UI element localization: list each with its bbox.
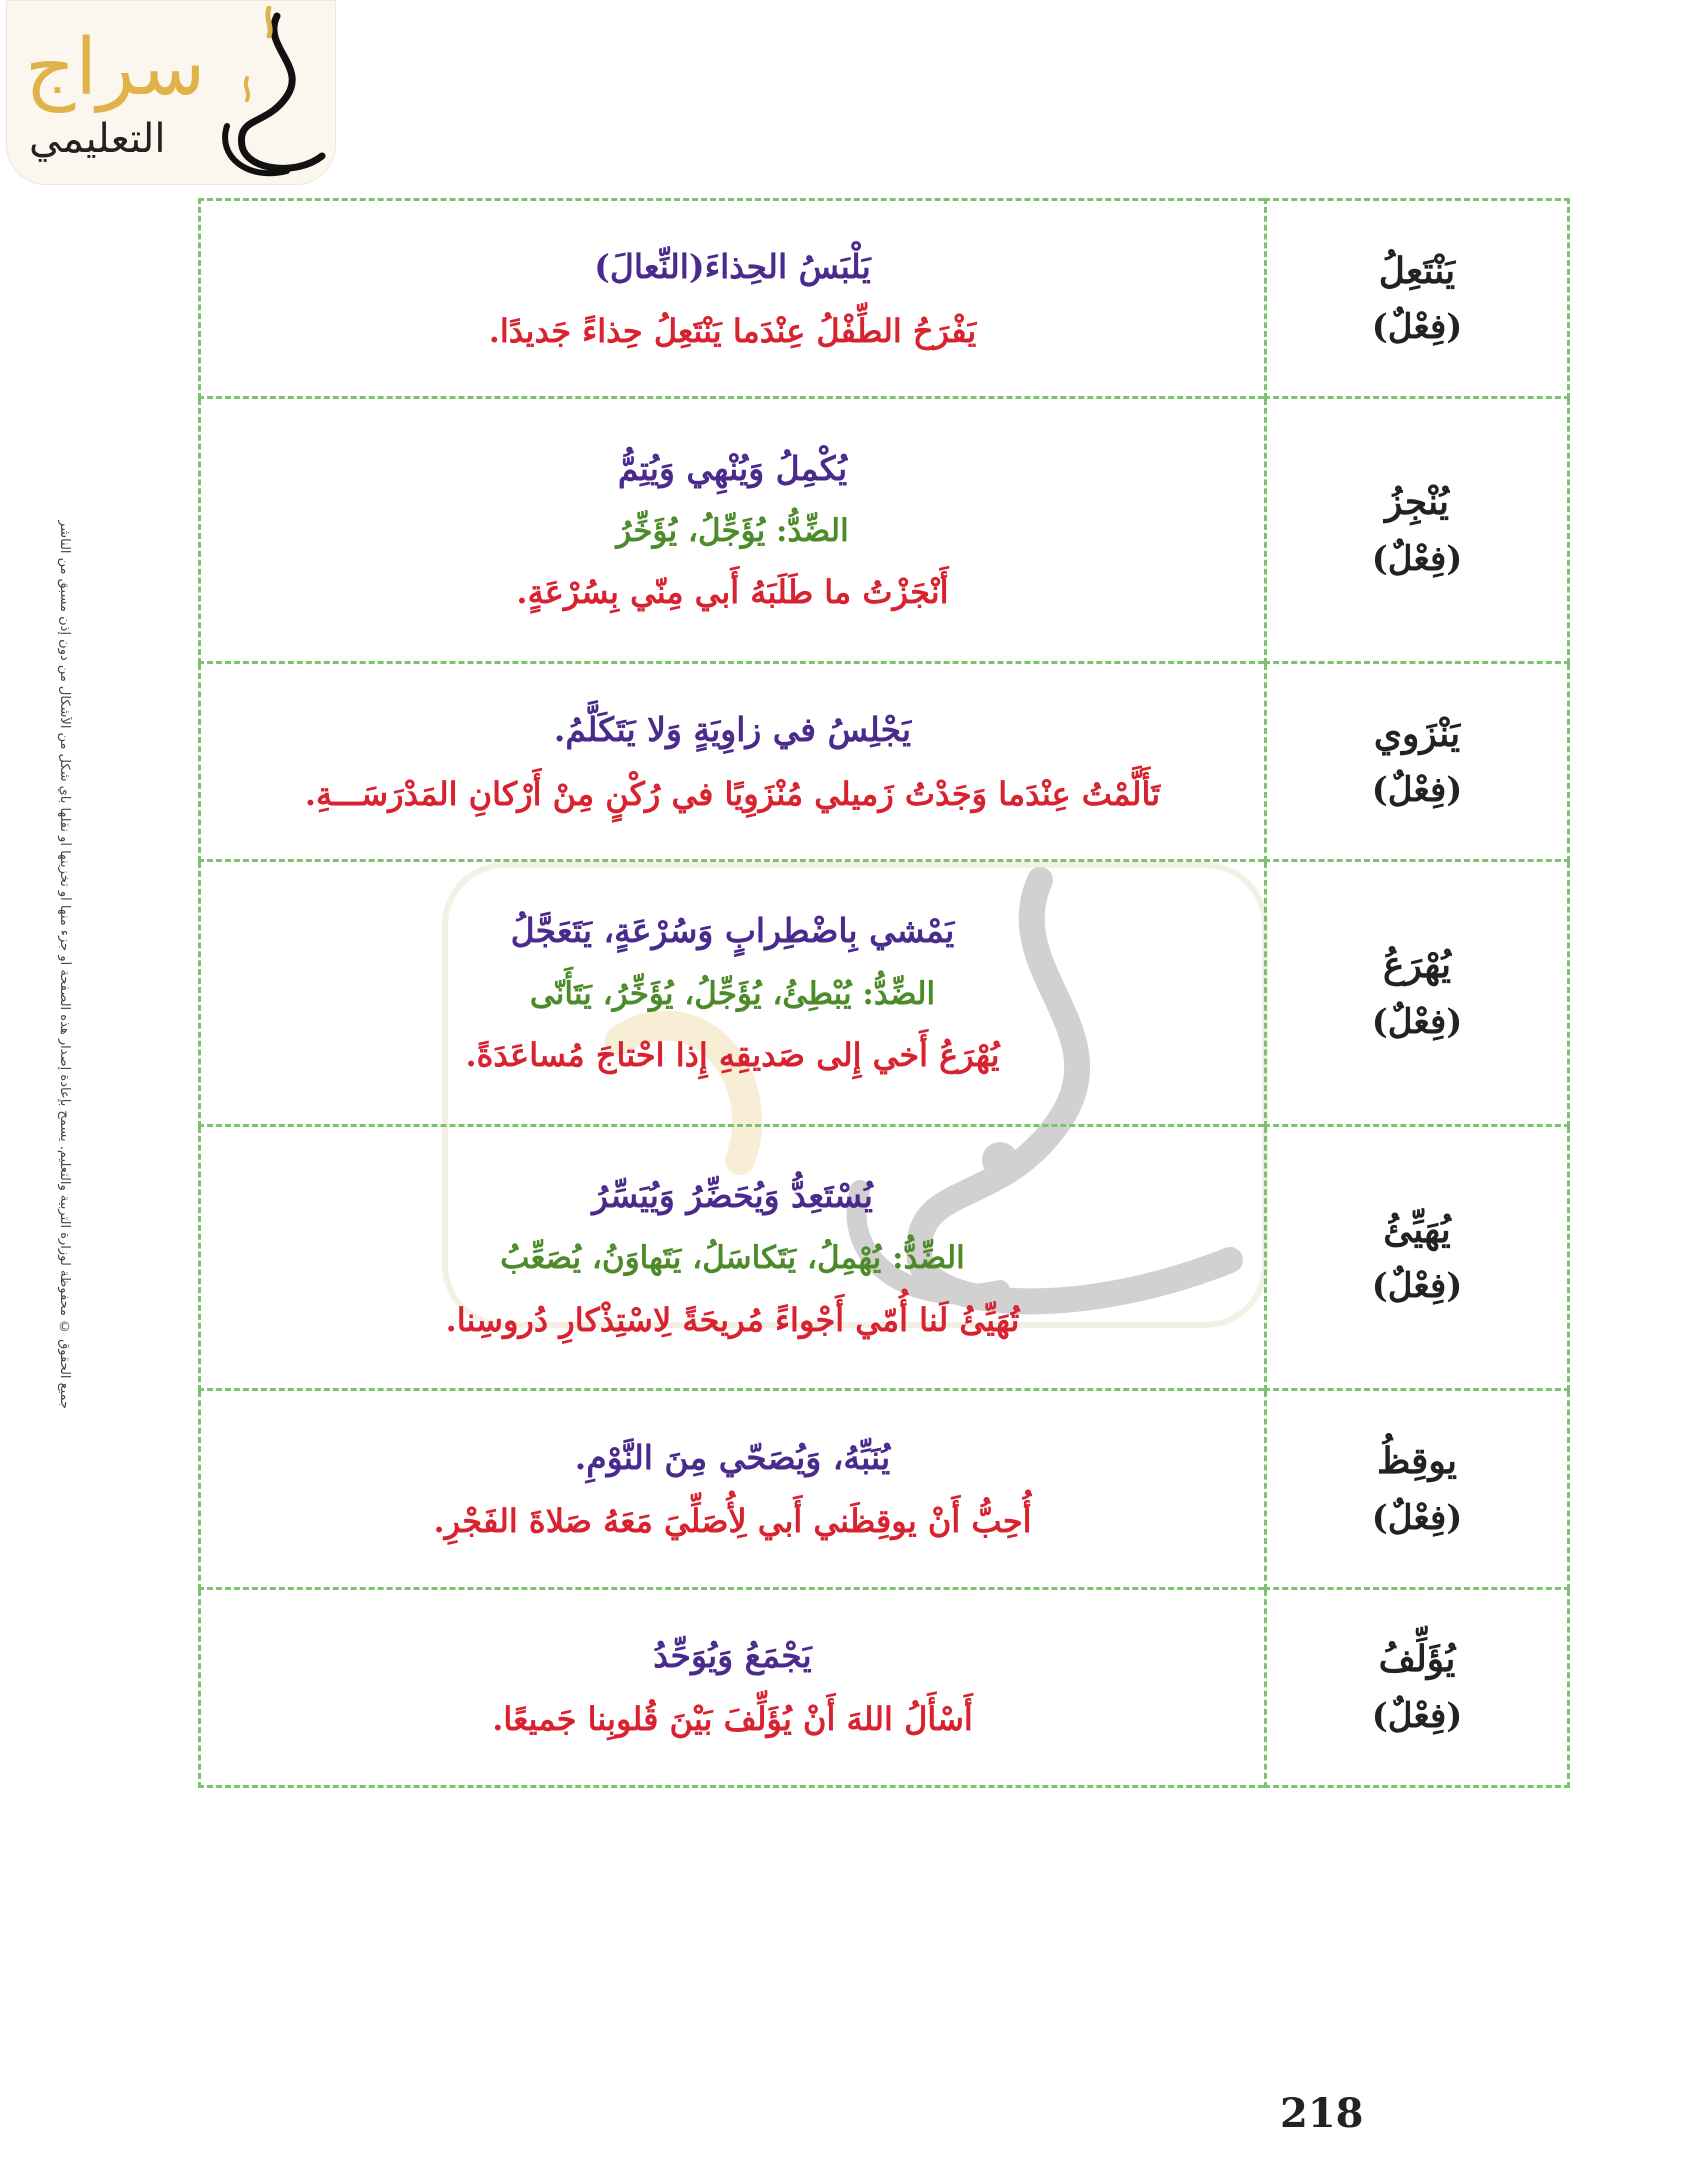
table-row	[200, 861, 1569, 1126]
part-of-speech: (فِعْلٌ)	[1371, 1497, 1463, 1538]
word-meaning: يُسْتَعِدُّ وَيُحَضِّرُ وَيُيَسِّرُ	[592, 1175, 873, 1215]
vocab-word: يُهْرَعُ	[1383, 944, 1451, 986]
usage-example: أُحِبُّ أَنْ يوقِظَني أَبي لِأُصَلِّيَ مَعَهُ صَلاةَ الفَجْرِ.	[433, 1501, 1032, 1540]
table-row	[200, 398, 1569, 663]
part-of-speech: (فِعْلٌ)	[1371, 770, 1463, 811]
definition-cell	[200, 1588, 1266, 1786]
definition-cell	[200, 662, 1266, 860]
vocab-word: يَنْزَوي	[1373, 712, 1461, 755]
word-cell	[1266, 1390, 1569, 1588]
word-cell	[1266, 398, 1569, 663]
table-row	[200, 1588, 1569, 1786]
word-meaning: يُنَبِّهُ، وَيُصَحّي مِنَ النَّوْمِ.	[574, 1437, 891, 1477]
usage-example: يَفْرَحُ الطِّفْلُ عِنْدَما يَنْتَعِلُ حِذاءً جَديدًا.	[488, 311, 977, 350]
part-of-speech: (فِعْلٌ)	[1371, 1695, 1463, 1736]
logo-brand-text: سراج	[25, 23, 206, 113]
word-meaning: يَجْمَعُ وَيُوَحِّدُ	[653, 1635, 812, 1675]
definition-cell	[200, 200, 1266, 398]
definition-cell	[200, 861, 1266, 1126]
vocab-word: يَنْتَعِلُ	[1378, 249, 1456, 292]
word-meaning: يَمْشي بِاضْطِرابٍ وَسُرْعَةٍ، يَتَعَجَّلُ	[510, 911, 955, 951]
table-row	[200, 1125, 1569, 1390]
part-of-speech: (فِعْلٌ)	[1371, 1266, 1463, 1307]
usage-example: أَنْجَزْتُ ما طَلَبَهُ أَبي مِنّي بِسُرْعَةٍ.	[516, 573, 949, 612]
vocab-word: يوقِظُ	[1377, 1439, 1457, 1482]
part-of-speech: (فِعْلٌ)	[1371, 538, 1463, 579]
definition-cell	[200, 398, 1266, 663]
logo-calligraphy-icon	[207, 6, 332, 186]
logo-subtitle: التعليمي	[29, 116, 166, 162]
usage-example: أَسْأَلُ اللهَ أَنْ يُؤَلِّفَ بَيْنَ قُلوبِنا جَميعًا.	[492, 1700, 973, 1739]
usage-example: تُهَيِّئُ لَنا أُمّي أَجْواءً مُريحَةً لِاسْتِذْكارِ دُروسِنا.	[445, 1300, 1020, 1339]
page-number: 218	[1280, 2090, 1364, 2137]
table-row	[200, 662, 1569, 860]
table-row	[200, 200, 1569, 398]
usage-example: تَأَلَّمْتُ عِنْدَما وَجَدْتُ زَميلي مُنْزَوِيًا في رُكْنٍ مِنْ أَرْكانِ المَدْرَسَـــةِ.	[304, 774, 1161, 813]
word-cell	[1266, 662, 1569, 860]
part-of-speech: (فِعْلٌ)	[1371, 307, 1463, 348]
word-antonym: الضِّدُّ: يُؤَجِّلُ، يُؤَخِّرُ	[616, 512, 849, 549]
definition-cell	[200, 1390, 1266, 1588]
word-cell	[1266, 1588, 1569, 1786]
part-of-speech: (فِعْلٌ)	[1371, 1001, 1463, 1042]
definition-cell	[200, 1125, 1266, 1390]
vocab-word: يُهَيِّئُ	[1383, 1208, 1451, 1251]
publisher-logo	[6, 0, 336, 185]
word-cell	[1266, 1125, 1569, 1390]
word-meaning: يَجْلِسُ في زاوِيَةٍ وَلا يَتَكَلَّمُ.	[553, 710, 912, 750]
word-antonym: الضِّدُّ: يُهْمِلُ، يَتَكاسَلُ، يَتَهاوَنُ، يُصَعِّبُ	[500, 1240, 965, 1277]
word-cell	[1266, 861, 1569, 1126]
word-cell	[1266, 200, 1569, 398]
vocab-word: يُؤَلِّفُ	[1378, 1638, 1456, 1681]
word-antonym: الضِّدُّ: يُبْطِئُ، يُؤَجِّلُ، يُؤَخِّرُ، يَتَأَنّى	[529, 975, 936, 1012]
usage-example: يُهْرَعُ أَخي إِلى صَديقِهِ إِذا احْتاجَ مُساعَدَةً.	[465, 1036, 1000, 1075]
vocab-word: يُنْجِزُ	[1385, 481, 1449, 524]
copyright-side-note: جميع الحقوق © محفوظة لوزارة التربية والتعليم. يسمح بإعادة إصدار هذه الصفحة أو جزء منها أو تخزينها أو نقلها بأي شكل من الأشكال من دون إذن مسبق من الناشر	[57, 520, 72, 1410]
word-meaning: يَلْبَسُ الحِذاءَ(النِّعالَ)	[594, 247, 871, 287]
word-meaning: يُكْمِلُ وَيُنْهِي وَيُتِمُّ	[617, 448, 848, 488]
table-row	[200, 1390, 1569, 1588]
vocabulary-table	[198, 198, 1570, 1788]
